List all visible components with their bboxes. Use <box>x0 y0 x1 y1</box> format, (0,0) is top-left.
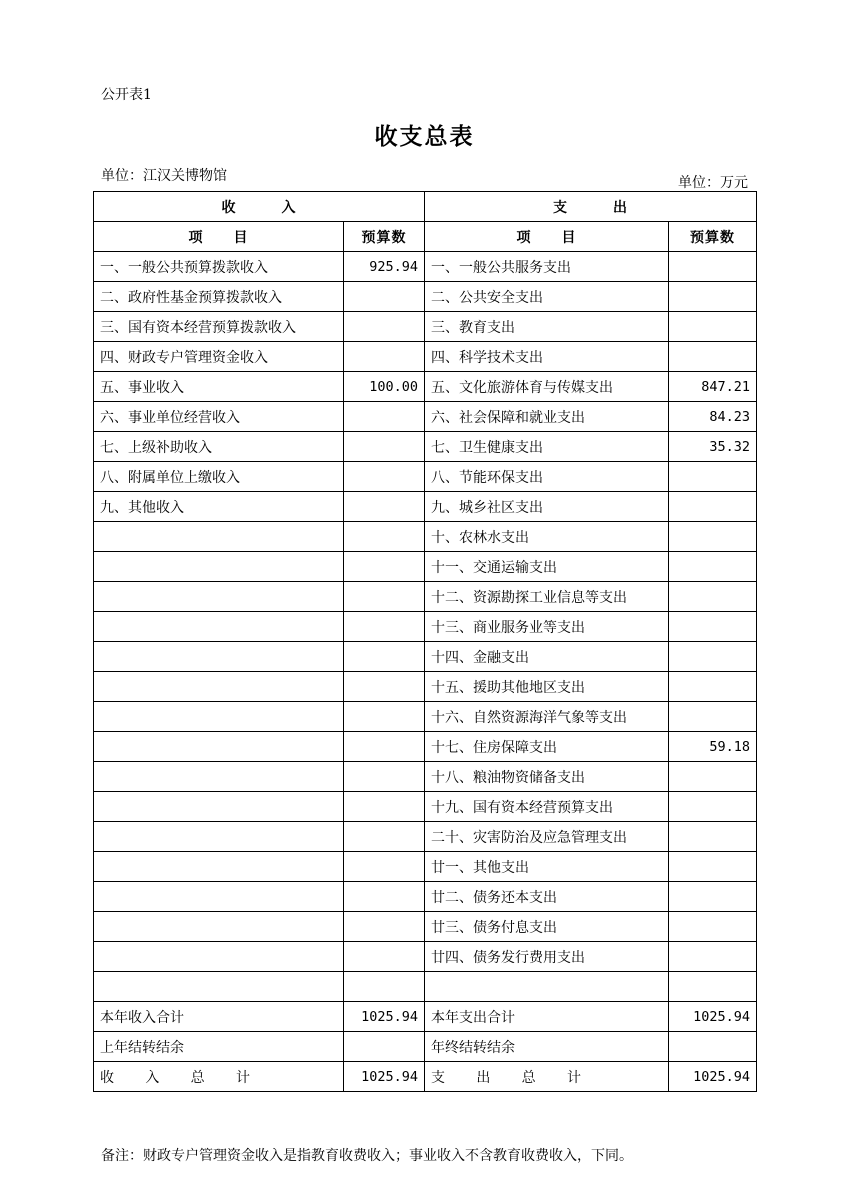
expense-value-cell <box>669 792 757 822</box>
income-value-cell <box>344 882 425 912</box>
income-item-cell <box>94 582 344 612</box>
income-value-cell <box>344 912 425 942</box>
table-row <box>94 702 757 732</box>
income-item-cell <box>94 702 344 732</box>
expense-total-value: 1025.94 <box>669 1062 757 1092</box>
expense-item-cell: 本年支出合计 <box>425 1002 669 1032</box>
table-row <box>94 282 757 312</box>
expense-item-cell: 六、社会保障和就业支出 <box>425 402 669 432</box>
total-label-char: 支 <box>431 1069 445 1086</box>
table-row <box>94 762 757 792</box>
table-row <box>94 852 757 882</box>
expense-item-cell: 四、科学技术支出 <box>425 342 669 372</box>
table-row <box>94 822 757 852</box>
expense-item-cell: 三、教育支出 <box>425 312 669 342</box>
income-item-cell: 三、国有资本经营预算拨款收入 <box>94 312 344 342</box>
income-item-cell: 六、事业单位经营收入 <box>94 402 344 432</box>
expense-value-cell: 35.32 <box>669 432 757 462</box>
table-row <box>94 252 757 282</box>
expense-item-cell: 九、城乡社区支出 <box>425 492 669 522</box>
expense-item-cell: 廿四、债务发行费用支出 <box>425 942 669 972</box>
total-label-char: 计 <box>235 1069 250 1086</box>
total-label-char: 总 <box>521 1069 536 1086</box>
expense-value-cell <box>669 702 757 732</box>
income-item-cell: 二、政府性基金预算拨款收入 <box>94 282 344 312</box>
income-item-column-header: 项 目 <box>94 222 344 252</box>
grand-total-row <box>94 1062 757 1092</box>
income-item-cell: 五、事业收入 <box>94 372 344 402</box>
income-value-cell <box>344 732 425 762</box>
expense-item-cell: 年终结转结余 <box>425 1032 669 1062</box>
income-value-cell <box>344 312 425 342</box>
table-row <box>94 312 757 342</box>
income-item-cell <box>94 672 344 702</box>
expense-item-cell: 十九、国有资本经营预算支出 <box>425 792 669 822</box>
expense-total-label-chars <box>431 1067 581 1087</box>
page-title: 收支总表 <box>374 123 475 150</box>
section-header-row <box>94 192 757 222</box>
expense-item-cell: 二十、灾害防治及应急管理支出 <box>425 822 669 852</box>
income-item-cell <box>94 852 344 882</box>
total-label-char: 入 <box>145 1069 160 1086</box>
expense-value-cell <box>669 942 757 972</box>
table-row <box>94 912 757 942</box>
table-row <box>94 582 757 612</box>
expense-item-cell: 十五、援助其他地区支出 <box>425 672 669 702</box>
expense-item-cell: 廿三、债务付息支出 <box>425 912 669 942</box>
income-item-cell <box>94 942 344 972</box>
expense-value-cell <box>669 582 757 612</box>
expense-value-cell <box>669 252 757 282</box>
expense-section-header: 支 出 <box>425 192 757 222</box>
income-budget-column-header: 预算数 <box>344 222 425 252</box>
income-item-cell: 四、财政专户管理资金收入 <box>94 342 344 372</box>
table-row <box>94 522 757 552</box>
income-item-cell: 上年结转结余 <box>94 1032 344 1062</box>
expense-value-cell: 1025.94 <box>669 1002 757 1032</box>
expense-value-cell <box>669 552 757 582</box>
expense-item-cell: 二、公共安全支出 <box>425 282 669 312</box>
income-value-cell <box>344 702 425 732</box>
table-row <box>94 1002 757 1032</box>
income-value-cell <box>344 612 425 642</box>
table-row <box>94 732 757 762</box>
income-item-cell: 八、附属单位上缴收入 <box>94 462 344 492</box>
expense-value-cell <box>669 1032 757 1062</box>
income-value-cell <box>344 342 425 372</box>
income-item-cell: 七、上级补助收入 <box>94 432 344 462</box>
expense-item-cell: 十一、交通运输支出 <box>425 552 669 582</box>
income-value-cell: 925.94 <box>344 252 425 282</box>
income-total-label-chars <box>100 1067 250 1087</box>
income-item-cell <box>94 912 344 942</box>
expense-item-cell: 廿一、其他支出 <box>425 852 669 882</box>
table-row <box>94 552 757 582</box>
expense-value-cell <box>669 612 757 642</box>
income-total-label <box>94 1062 344 1092</box>
expense-item-cell: 七、卫生健康支出 <box>425 432 669 462</box>
table-body <box>94 252 757 1062</box>
expense-value-cell <box>669 822 757 852</box>
table-row <box>94 1032 757 1062</box>
table-row <box>94 492 757 522</box>
total-label-char: 出 <box>476 1069 491 1086</box>
expense-value-cell <box>669 672 757 702</box>
table-row <box>94 642 757 672</box>
expense-total-label <box>425 1062 669 1092</box>
expense-value-cell <box>669 342 757 372</box>
table-row <box>94 792 757 822</box>
income-item-cell <box>94 792 344 822</box>
income-value-cell <box>344 492 425 522</box>
expense-value-cell <box>669 282 757 312</box>
expense-value-cell <box>669 522 757 552</box>
income-section-header: 收 入 <box>94 192 425 222</box>
income-value-cell: 100.00 <box>344 372 425 402</box>
expense-item-cell: 十三、商业服务业等支出 <box>425 612 669 642</box>
income-item-cell <box>94 642 344 672</box>
income-value-cell <box>344 792 425 822</box>
expense-value-cell <box>669 492 757 522</box>
income-item-cell <box>94 612 344 642</box>
total-label-char: 计 <box>566 1069 581 1086</box>
expense-budget-column-header: 预算数 <box>669 222 757 252</box>
table-row <box>94 972 757 1002</box>
unit-organization: 单位：江汉关博物馆 <box>101 168 227 184</box>
expense-value-cell <box>669 642 757 672</box>
income-value-cell <box>344 522 425 552</box>
table-row <box>94 342 757 372</box>
table-row <box>94 612 757 642</box>
income-value-cell <box>344 852 425 882</box>
income-value-cell <box>344 642 425 672</box>
expense-value-cell <box>669 312 757 342</box>
income-value-cell: 1025.94 <box>344 1002 425 1032</box>
expense-item-cell: 十七、住房保障支出 <box>425 732 669 762</box>
expense-item-cell: 十二、资源勘探工业信息等支出 <box>425 582 669 612</box>
expense-value-cell <box>669 882 757 912</box>
income-value-cell <box>344 972 425 1002</box>
footnote: 备注：财政专户管理资金收入是指教育收费收入；事业收入不含教育收费收入，下同。 <box>101 1148 633 1164</box>
income-value-cell <box>344 762 425 792</box>
budget-summary-table <box>93 191 757 1092</box>
expense-value-cell <box>669 912 757 942</box>
expense-item-cell: 十六、自然资源海洋气象等支出 <box>425 702 669 732</box>
table-row <box>94 882 757 912</box>
income-item-cell <box>94 972 344 1002</box>
table-row <box>94 942 757 972</box>
income-value-cell <box>344 672 425 702</box>
total-label-char: 收 <box>100 1069 114 1086</box>
income-value-cell <box>344 282 425 312</box>
expense-item-cell: 十四、金融支出 <box>425 642 669 672</box>
table-row <box>94 672 757 702</box>
expense-item-cell: 十八、粮油物资储备支出 <box>425 762 669 792</box>
table-row <box>94 402 757 432</box>
table-row <box>94 462 757 492</box>
form-number: 公开表1 <box>101 87 152 103</box>
income-item-cell <box>94 552 344 582</box>
income-value-cell <box>344 1032 425 1062</box>
table-row <box>94 372 757 402</box>
expense-value-cell <box>669 972 757 1002</box>
expense-value-cell: 847.21 <box>669 372 757 402</box>
income-item-cell <box>94 762 344 792</box>
table-row <box>94 432 757 462</box>
expense-item-cell: 廿二、债务还本支出 <box>425 882 669 912</box>
income-item-cell <box>94 822 344 852</box>
income-total-value: 1025.94 <box>344 1062 425 1092</box>
income-value-cell <box>344 582 425 612</box>
expense-item-cell: 十、农林水支出 <box>425 522 669 552</box>
income-value-cell <box>344 402 425 432</box>
expense-value-cell <box>669 852 757 882</box>
income-item-cell <box>94 732 344 762</box>
income-item-cell: 本年收入合计 <box>94 1002 344 1032</box>
expense-item-cell: 五、文化旅游体育与传媒支出 <box>425 372 669 402</box>
column-header-row <box>94 222 757 252</box>
expense-item-cell <box>425 972 669 1002</box>
income-item-cell <box>94 522 344 552</box>
total-label-char: 总 <box>190 1069 205 1086</box>
expense-value-cell <box>669 462 757 492</box>
expense-item-cell: 八、节能环保支出 <box>425 462 669 492</box>
income-item-cell <box>94 882 344 912</box>
income-item-cell: 九、其他收入 <box>94 492 344 522</box>
expense-value-cell <box>669 762 757 792</box>
income-item-cell: 一、一般公共预算拨款收入 <box>94 252 344 282</box>
expense-item-column-header: 项 目 <box>425 222 669 252</box>
income-value-cell <box>344 462 425 492</box>
unit-currency: 单位：万元 <box>678 175 748 191</box>
income-value-cell <box>344 432 425 462</box>
income-value-cell <box>344 822 425 852</box>
expense-value-cell: 59.18 <box>669 732 757 762</box>
income-value-cell <box>344 552 425 582</box>
income-value-cell <box>344 942 425 972</box>
expense-value-cell: 84.23 <box>669 402 757 432</box>
expense-item-cell: 一、一般公共服务支出 <box>425 252 669 282</box>
